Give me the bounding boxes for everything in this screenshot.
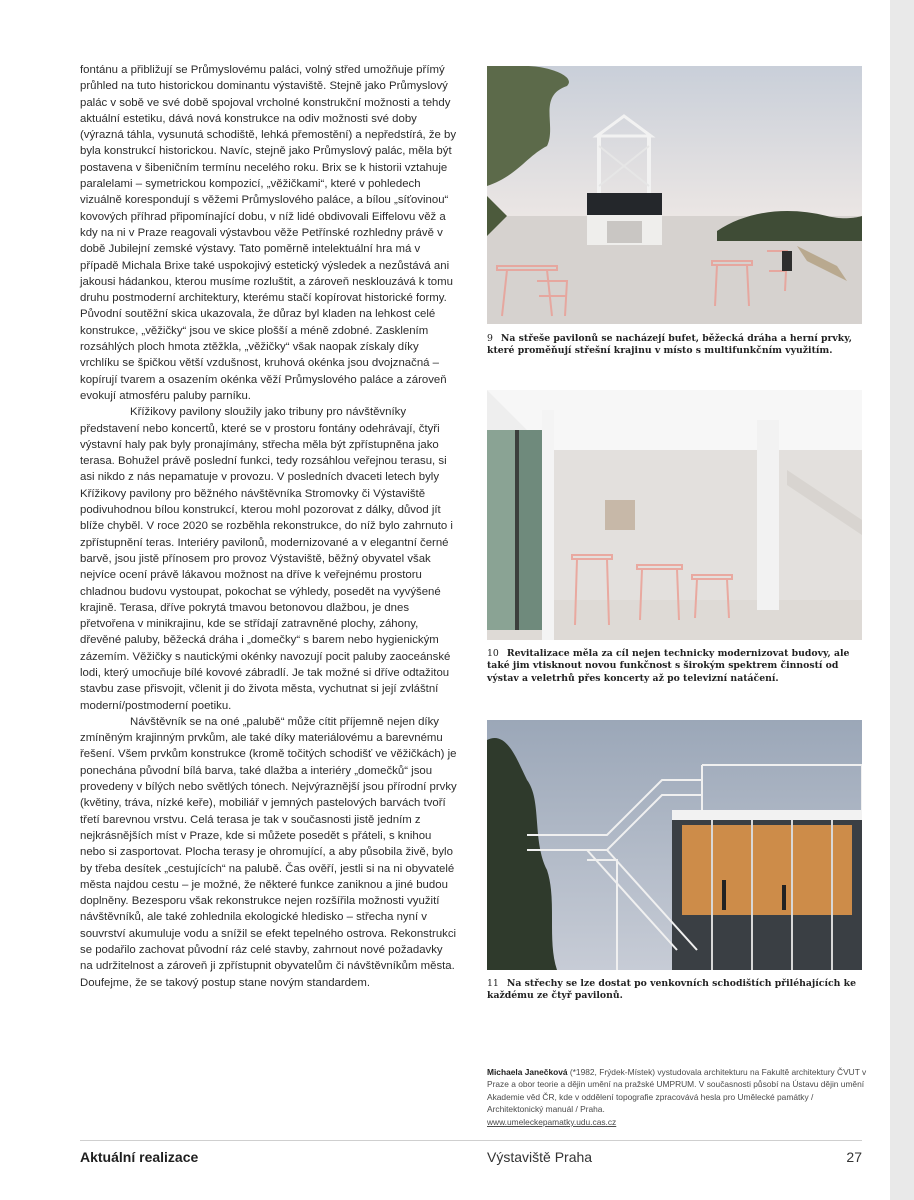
author-bio-text: (*1982, Frýdek-Místek) vystudovala architekturu na Fakultě architektury ČVUT v Praze a obor teorie a dějin umění na pražské UMPRUM. V současnosti působí na Ústavu dějin umění Akademie věd ČR, kde v oddělení topografie zpracovává hesla pro Umělecké památky / Architektonický manuál / Praha. xyxy=(487,1067,867,1115)
author-name: Michaela Janečková xyxy=(487,1067,568,1077)
photo-caption xyxy=(487,648,862,685)
caption-text: Na střeše pavilonů se nacházejí bufet, běžecká dráha a herní prvky, které proměňují střešní krajinu v místo s multifunkčním využitím. xyxy=(487,333,853,357)
caption-number: 9 xyxy=(487,333,493,344)
article-paragraph: fontánu a přibližují se Průmyslovému paláci, volný střed umožňuje přímý průhled na tuto historickou dominantu výstaviště. Stejně jako Průmyslový palác v sobě ve své době spojoval vrcholné konstrukční možnosti a tehdy aktuální estetiku, dává nová konstrukce na odiv možnosti své doby (výrazná táhla, vysunutá schodiště, lehká přemostění) a nepředstírá, že by byla konstrukcí historickou. Navíc, stejně jako Průmyslový palác, měla být postavena v šibeničním termínu necelého roku. Brix se k historii vztahuje paralelami – symetrickou kompozicí, „věžičkami“, které v pohledech vizuálně korespondují s věžemi Průmyslového paláce, a bílou „síťovinou“ kovových příhrad připomínající dobu, v níž lidé obdivovali Eiffelovu věž a kdy na ni v Praze reagovali výstavbou věže Petřínské rozhledny právě v době Jubilejní zemské výstavy. Tato poměrně intelektuální hra má v případě Michala Brixe také uspokojivý estetický výsledek a nezůstává ani jakousi hádankou, kterou musíme rozluštit, a zároveň nesklouzává k tomu druhu postmoderní architektury, kterému stačí kopírovat historické formy. Původní soutěžní skica ukazovala, že důraz byl kladen na lehkost celé konstrukce, „věžičky“ jsou ve skice plošší a méně zdobné. Zasklením rozsáhlých ploch hmota ztěžkla, „věžičky“ však naopak získaly díky vrchlíku se špičkou větší vzdušnost, kruhová okénka jsou dvojznačná – kopírují tvarem a osazením okénka věží Průmyslového paláce a zároveň evokují atmosféru paluby parníku. xyxy=(80,64,457,402)
caption-number: 10 xyxy=(487,648,499,659)
page-number: 27 xyxy=(846,1149,862,1165)
article-paragraph: Návštěvník se na oné „palubě“ může cítit příjemně nejen díky zmíněným krajinným prvkům, ale také díky materiálovému a barevnému řešení. Všem prvkům konstrukce (kromě točitých schodišť ve věžičkách) je ponechána původní bílá barva, také dlažba a interiéry „domečků“ jsou provedeny v bílých nebo světlých tónech. Nejvýraznější jsou přírodní prvky (květiny, tráva, nízké keře), mobiliář v jemných pastelových barvách tvoří třetí barevnou vrstvu. Celá terasa je tak v současnosti jistě jedním z nejkrásnějších míst v Praze, kde si můžete posedět s přáteli, s knihou nebo si zasportovat. Plocha terasy je ohromující, a aby působila živě, bylo by třeba desítek „cestujících“ na palubě. Čas ověří, jestli si na ni obyvatelé města najdou cestu – je možné, že některé funkce zaniknou a jiné budou doplněny. Bezesporu však rekonstrukce nejen rozšířila možnosti využití návštěvníků, ale také zohlednila ekologické hledisko – střecha nyní v souvrství akumuluje vodu a snížil se efekt tepelného ostrova. Rekonstrukci se podařilo zachovat původní ráz celé stavby, zahrnout nové požadavky na udržitelnost a zároveň ji zpřístupnit obyvatelům či návštěvníkům města. Doufejme, že se takový postup stane novým standardem. xyxy=(80,715,457,989)
rooftop-terrace-image xyxy=(487,66,862,324)
photo-interior-hall xyxy=(487,390,862,640)
author-link[interactable]: www.umeleckepamatky.udu.cas.cz xyxy=(487,1116,617,1127)
photo-caption xyxy=(487,978,862,1003)
caption-text: Na střechy se lze dostat po venkovních schodištích přiléhajících ke každému ze čtyř pavilonů. xyxy=(487,978,857,1002)
footer-section-title: Aktuální realizace xyxy=(80,1149,199,1165)
photo-caption xyxy=(487,333,862,358)
article-body xyxy=(80,62,458,991)
page-edge xyxy=(890,0,914,1200)
exterior-staircase-image xyxy=(487,720,862,970)
article-paragraph: Křížikovy pavilony sloužily jako tribuny pro návštěvníky představení nebo koncertů, které se v prostoru fontány odehrávají, čtyři výstavní haly pak byly pronajímány, střecha měla být zpřístupněna jako terasa. Bohužel právě poslední funkci, tedy rozsáhlou veřejnou terasu, si asi nikdo z nás nepamatuje v provozu. V posledních dvaceti letech byly Křížikovy pavilony pro běžného návštěvníka Stromovky či Výstaviště podivuhodnou bílou konstrukcí, kterou mohl pozorovat z dálky, důvod jít blíže chyběl. V roce 2020 se rozběhla rekonstrukce, do níž bylo zahrnuto i zpřístupnění teras. Interiéry pavilonů, modernizované a v elegantní černé barvě, jsou jistě přínosem pro provoz Výstaviště, běžný obyvatel však nejvíce ocení právě lákavou možnost na dříve k veřejnému prostoru chladnou budovu vystoupat, pokochat se výhledy, posedět na vyvýšené krajině. Terasa, dříve pokrytá tmavou betonovou dlažbou, je dnes přetvořena v minikrajinu, kde se střídají zatravněné plochy, záhony, dřevěné paluby, běžecká dráha i „domečky“ s barem nebo hygienickým zázemím. Věžičky s nautickými okénky navozují pocit paluby zaoceánské lodi, který umocňuje bílé kovové zábradlí. Je tak možné si dříve odtažitou stavbu zase přisvojit, včlenit ji do života města, vychutnat si její zvláštní moderní/postmoderní poetiku. xyxy=(80,406,453,712)
photo-exterior-staircase xyxy=(487,720,862,970)
footer-article-title: Výstaviště Praha xyxy=(487,1149,593,1165)
caption-number: 11 xyxy=(487,978,499,989)
interior-hall-image xyxy=(487,390,862,640)
photo-rooftop-terrace xyxy=(487,66,862,324)
footer-divider xyxy=(80,1140,862,1141)
caption-text: Revitalizace měla za cíl nejen technicky modernizovat budovy, ale také jim vtisknout novou funkčnost s širokým spektrem činností od výstav a veletrhů přes koncerty až po televizní natáčení. xyxy=(487,648,850,684)
author-bio xyxy=(487,1066,867,1128)
